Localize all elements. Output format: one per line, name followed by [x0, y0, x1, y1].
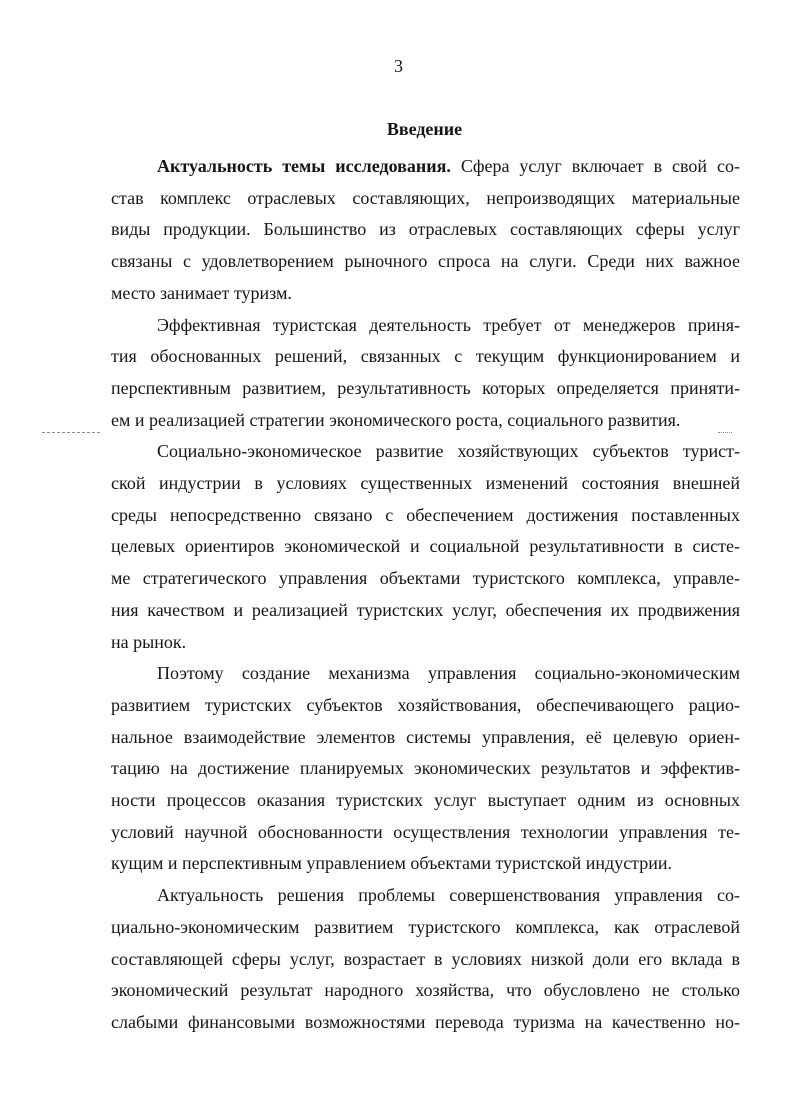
page-number: 3: [394, 56, 403, 76]
text-line: тацию на достижение планируемых экономических результатов и эффектив-: [111, 758, 740, 779]
text-line: среды непосредственно связано с обеспечением достижения поставленных: [111, 504, 740, 525]
section-title: Введение: [386, 119, 463, 139]
text-line: ности процессов оказания туристских услуг выступает одним из основных: [111, 790, 740, 810]
text-line: Актуальность решения проблемы совершенствования управления со-: [157, 885, 740, 906]
text-line: экономический результат народного хозяйства, что обусловлено не столько: [111, 980, 740, 1001]
text-line: составляющей сферы услуг, возрастает в условиях низкой доли его вклада в: [111, 948, 740, 969]
text-line: кущим и перспективным управлением объектами туристской индустрии.: [111, 853, 673, 874]
text-line: развитием туристских субъектов хозяйствования, обеспечивающего рацио-: [111, 694, 740, 715]
text-line: ем и реализацией стратегии экономического роста, социального развития.: [111, 409, 681, 430]
text-line: виды продукции. Большинство из отраслевых составляющих сферы услуг: [111, 219, 740, 240]
text-line: место занимает туризм.: [111, 282, 292, 303]
text-line: Поэтому создание механизма управления социально-экономическим: [157, 663, 740, 684]
text-line: связаны с удовлетворением рыночного спроса на слуги. Среди них важное: [111, 251, 740, 272]
text-line: ния качеством и реализацией туристских услуг, обеспечения их продвижения: [111, 599, 740, 620]
text-line: [157, 151, 740, 183]
text-line: став комплекс отраслевых составляющих, непроизводящих материальные: [111, 187, 740, 208]
text-line: условий научной обоснованности осуществления технологии управления те-: [111, 821, 740, 842]
text-line: ме стратегического управления объектами туристского комплекса, управле-: [111, 568, 740, 589]
text-line: тия обоснованных решений, связанных с текущим функционированием и: [111, 346, 740, 367]
text-line: циально-экономическим развитием туристского комплекса, как отраслевой: [111, 916, 740, 937]
scan-artifact-left: [42, 432, 100, 433]
text-line: Эффективная туристская деятельность требует от менеджеров приня-: [157, 314, 740, 335]
text-line: на рынок.: [111, 631, 187, 652]
bold-lead: Актуальность темы исследования.: [157, 156, 451, 176]
text-line: ской индустрии в условиях существенных изменений состояния внешней: [111, 473, 740, 493]
text-line: Социально-экономическое развитие хозяйствующих субъектов турист-: [157, 441, 740, 462]
text-line: слабыми финансовыми возможностями перевода туризма на качественно но-: [111, 1011, 740, 1032]
text-line: перспективным развитием, результативность которых определяется приняти-: [111, 377, 740, 398]
line-text: Сфера услуг включает в свой со-: [450, 156, 740, 176]
text-line: целевых ориентиров экономической и социальной результативности в систе-: [111, 536, 740, 557]
text-line: нальное взаимодействие элементов системы управления, её целевую ориен-: [111, 726, 740, 747]
